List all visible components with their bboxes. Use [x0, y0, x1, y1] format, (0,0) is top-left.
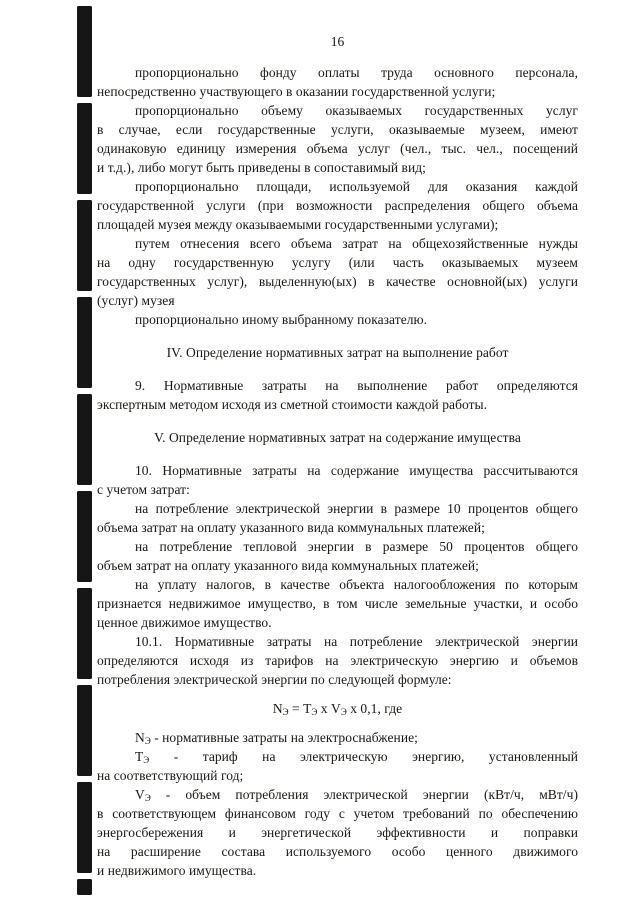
- text-line: пропорционально иному выбранному показателю.: [135, 312, 428, 327]
- variable-subscript: Э: [144, 736, 151, 746]
- paragraph-heating-costs: [97, 537, 578, 575]
- scan-edge-mark: [77, 782, 92, 873]
- formula-subscript: Э: [282, 707, 289, 717]
- text-line: на соответствующий год;: [97, 768, 244, 783]
- scan-edge-mark: [77, 879, 92, 895]
- paragraph-electricity-costs: [97, 499, 578, 537]
- text-line: одинаковую единицу измерения объема услуг (чел., тыс. чел., посещений: [97, 141, 578, 156]
- scan-edge-mark: [77, 103, 92, 194]
- text-line: на уплату налогов, в качестве объекта налогообложения по которым: [135, 577, 578, 592]
- text-line: пропорционально фонду оплаты труда основного персонала,: [135, 65, 578, 80]
- scan-edge-artifacts: [77, 0, 92, 905]
- paragraph-tax-costs: [97, 575, 578, 632]
- paragraph-area-proportional: [97, 177, 578, 234]
- text-line: и недвижимого имущества.: [97, 863, 257, 878]
- page-content: [97, 32, 578, 880]
- formula-term: х V: [317, 701, 341, 716]
- text-line: непосредственно участвующего в оказании государственной услуги;: [97, 84, 496, 99]
- definition-n: [97, 728, 578, 747]
- text-line: в случае, если государственные услуги, оказываемые музеем, имеют: [97, 122, 578, 137]
- formula-subscript: Э: [340, 707, 347, 717]
- text-line: на одну государственную услугу (или часть оказываемых музеем: [97, 255, 578, 270]
- paragraph-item-9: [97, 376, 578, 414]
- scan-edge-mark: [77, 685, 92, 776]
- text-line: пропорционально площади, используемой для оказания каждой: [135, 179, 578, 194]
- definition-text: - объем потребления электрической энергии (кВт/ч, мВт/ч): [150, 787, 578, 802]
- definition-text: - нормативные затраты на электроснабжение;: [150, 730, 418, 745]
- paragraph-item-10-1: [97, 632, 578, 689]
- scan-edge-mark: [77, 6, 92, 97]
- paragraph-other-indicator: [97, 310, 578, 329]
- paragraph-volume-proportional: [97, 101, 578, 177]
- scan-edge-mark: [77, 200, 92, 291]
- text-line: 9. Нормативные затраты на выполнение работ определяются: [135, 378, 578, 393]
- variable-symbol: V: [135, 787, 145, 802]
- text-line: потребления электрической энергии по следующей формуле:: [97, 672, 452, 687]
- text-line: 10. Нормативные затраты на содержание имущества рассчитываются: [135, 463, 578, 478]
- text-line: экспертным методом исходя из сметной стоимости каждой работы.: [97, 397, 488, 412]
- variable-subscript: Э: [144, 793, 151, 803]
- page-number: 16: [330, 34, 345, 49]
- formula-term: = Т: [288, 701, 312, 716]
- text-line: на расширение состава используемого особо ценного движимого: [97, 844, 578, 859]
- text-line: 10.1. Нормативные затраты на потребление электрической энергии: [135, 634, 578, 649]
- text-line: объема затрат на оплату указанного вида коммунальных платежей;: [97, 520, 485, 535]
- text-line: площадей музея между оказываемыми государственными услугами);: [97, 217, 499, 232]
- scan-edge-mark: [77, 394, 92, 485]
- section-heading-v: V. Определение нормативных затрат на содержание имущества: [154, 430, 521, 445]
- variable-symbol: N: [135, 730, 145, 745]
- text-line: государственных услуг), выделенную(ых) в качестве основной(ых) услуги: [97, 274, 578, 289]
- text-line: пропорционально объему оказываемых государственных услуг: [135, 103, 578, 118]
- formula-term: х 0,1, где: [346, 701, 403, 716]
- text-line: путем отнесения всего объема затрат на общехозяйственные нужды: [135, 236, 578, 251]
- text-line: в соответствующем финансовом году с учетом требований по обеспечению: [97, 806, 578, 821]
- scan-edge-mark: [77, 491, 92, 582]
- definition-v: [97, 785, 578, 880]
- text-line: признается недвижимое имущество, в том числе земельные участки, и особо: [97, 596, 578, 611]
- text-line: на потребление тепловой энергии в размере 50 процентов общего: [135, 539, 578, 554]
- formula-term: N: [272, 701, 283, 716]
- text-line: ценное движимое имущество.: [97, 615, 272, 630]
- text-line: на потребление электрической энергии в размере 10 процентов общего: [135, 501, 578, 516]
- scan-edge-mark: [77, 297, 92, 388]
- text-line: [97, 785, 578, 804]
- scan-edge-mark: [77, 588, 92, 679]
- text-line: [97, 747, 578, 766]
- text-line: с учетом затрат:: [97, 482, 190, 497]
- variable-subscript: Э: [143, 755, 150, 765]
- formula-line: [97, 699, 578, 718]
- text-line: энергосбережения и энергетической эффективности и поправки: [97, 825, 578, 840]
- formula-subscript: Э: [311, 707, 318, 717]
- definition-t: [97, 747, 578, 785]
- text-line: определяются исходя из тарифов на электрическую энергию и объемов: [97, 653, 578, 668]
- text-line: и т.д.), либо могут быть приведены в сопоставимый вид;: [97, 160, 426, 175]
- variable-symbol: Т: [135, 749, 144, 764]
- text-line: (услуг) музея: [97, 293, 175, 308]
- text-line: [97, 728, 578, 747]
- definition-text: - тариф на электрическую энергию, установленный: [149, 749, 578, 764]
- text-line: государственной услуги (при возможности распределения общего объема: [97, 198, 578, 213]
- paragraph-full-allocation: [97, 234, 578, 310]
- paragraph-payroll-proportional: [97, 63, 578, 101]
- section-heading-iv: IV. Определение нормативных затрат на выполнение работ: [166, 345, 509, 360]
- text-line: объем затрат на оплату указанного вида коммунальных платежей;: [97, 558, 479, 573]
- paragraph-item-10: [97, 461, 578, 499]
